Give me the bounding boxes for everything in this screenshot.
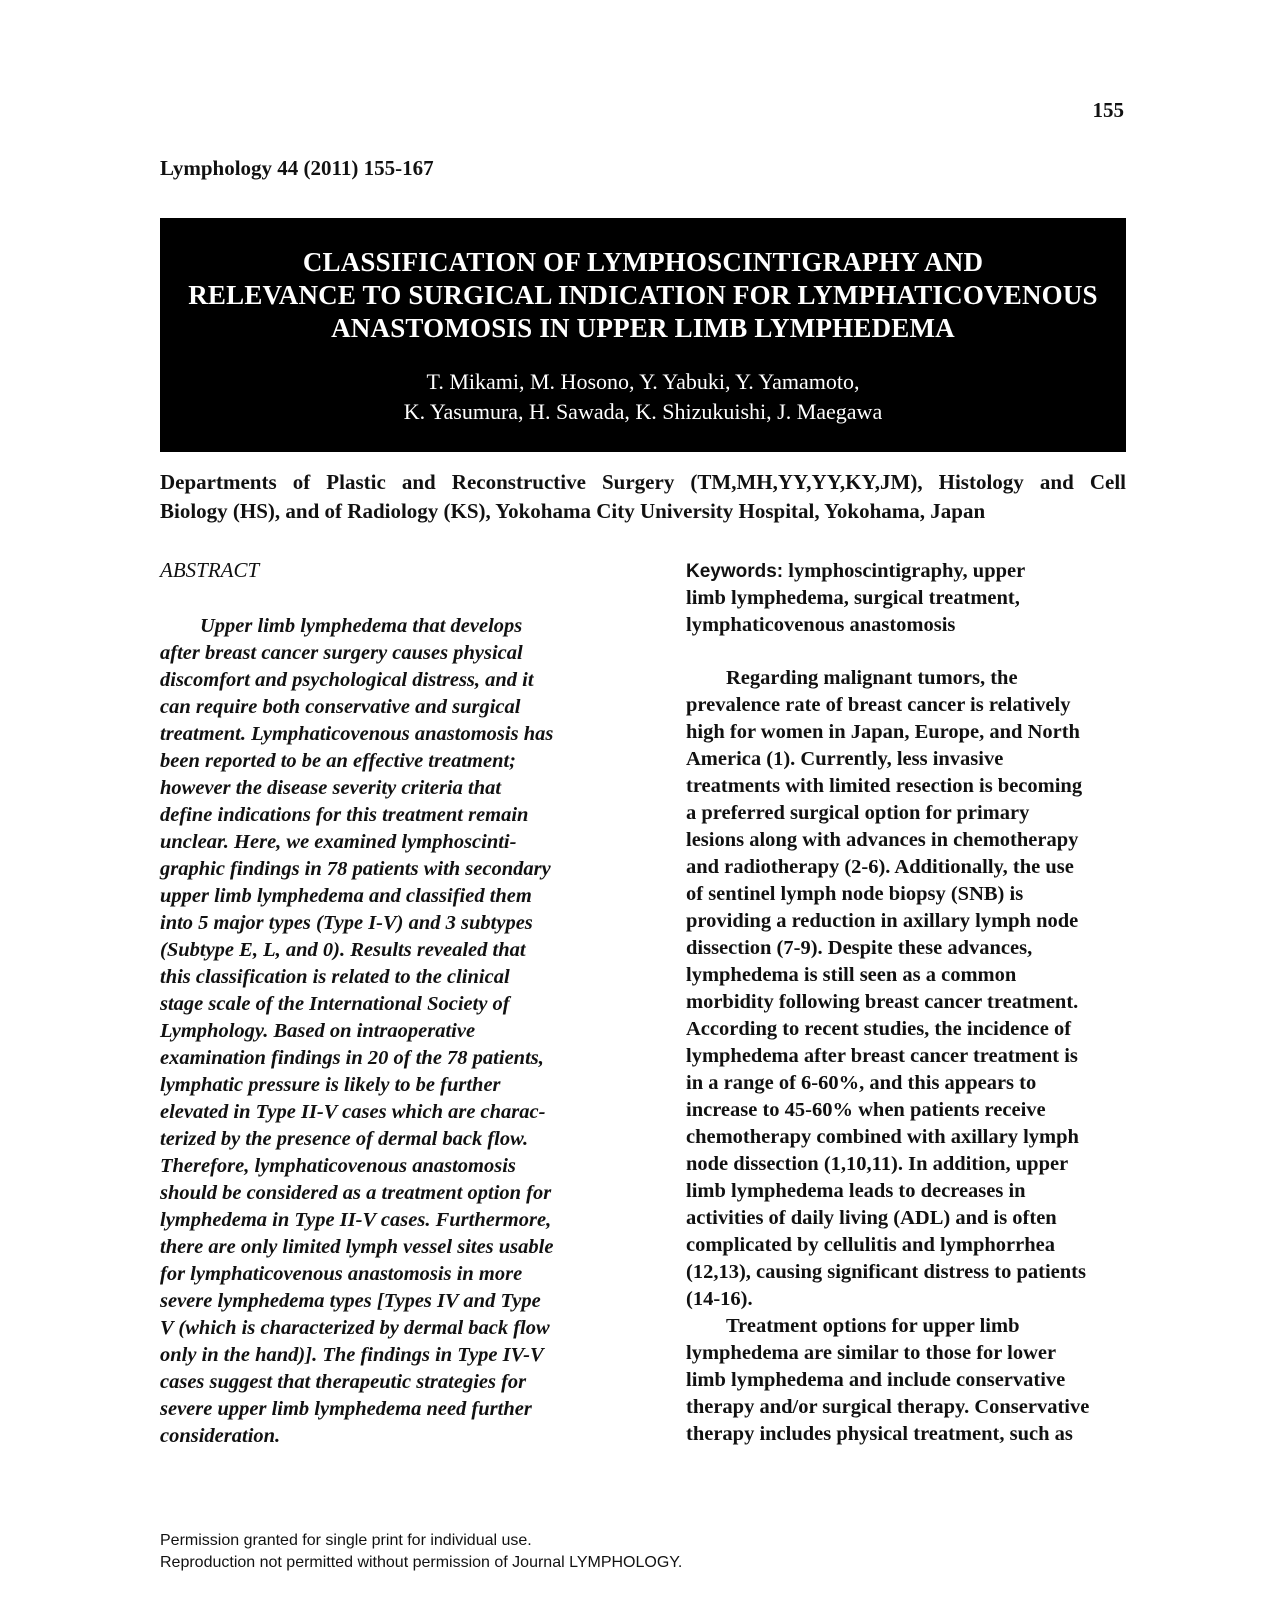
abstract-body — [160, 613, 610, 1450]
text-line: lymphedema are similar to those for lower — [686, 1342, 1057, 1364]
keywords — [686, 558, 1126, 639]
keywords-label: Keywords: — [686, 561, 784, 582]
text-line: lymphedema in Type II-V cases. Furthermore, — [160, 1209, 552, 1231]
keywords-line: limb lymphedema, surgical treatment, — [686, 587, 1020, 609]
text-line: examination findings in 20 of the 78 patients, — [160, 1047, 544, 1069]
text-line: severe upper limb lymphedema need further — [160, 1398, 532, 1420]
keywords-text: lymphoscintigraphy, upper — [783, 560, 1026, 582]
abstract-heading: ABSTRACT — [160, 558, 260, 582]
text-line: activities of daily living (ADL) and is often — [686, 1207, 1057, 1229]
text-line: define indications for this treatment remain — [160, 804, 529, 826]
text-line: morbidity following breast cancer treatment. — [686, 991, 1079, 1013]
author-line: K. Yasumura, H. Sawada, K. Shizukuishi, J. Maegawa — [403, 399, 883, 424]
text-line: for lymphaticovenous anastomosis in more — [160, 1263, 523, 1285]
text-line: (Subtype E, L, and 0). Results revealed that — [160, 939, 526, 961]
body-paragraph-1 — [686, 665, 1126, 1313]
body-paragraph-2 — [686, 1313, 1126, 1448]
text-line: providing a reduction in axillary lymph node — [686, 910, 1079, 932]
footer-line: Reproduction not permitted without permission of Journal LYMPHOLOGY. — [160, 1554, 683, 1571]
text-line: high for women in Japan, Europe, and North — [686, 721, 1080, 743]
text-line: prevalence rate of breast cancer is relatively — [686, 694, 1071, 716]
author-list — [160, 367, 1126, 427]
text-line: graphic findings in 78 patients with secondary — [160, 858, 551, 880]
text-line: unclear. Here, we examined lymphoscinti- — [160, 831, 517, 853]
affiliation-line: Biology (HS), and of Radiology (KS), Yokohama City University Hospital, Yokohama, Japan — [160, 499, 986, 523]
text-line: cases suggest that therapeutic strategies for — [160, 1371, 527, 1393]
body-column — [686, 558, 1126, 1448]
title-line: ANASTOMOSIS IN UPPER LIMB LYMPHEDEMA — [331, 313, 955, 343]
text-line: V (which is characterized by dermal back flow — [160, 1317, 550, 1339]
text-line: can require both conservative and surgical — [160, 696, 521, 718]
text-line: lymphedema after breast cancer treatment is — [686, 1045, 1078, 1067]
text-line: in a range of 6-60%, and this appears to — [686, 1072, 1037, 1094]
text-line: According to recent studies, the incidence of — [686, 1018, 1072, 1040]
text-line: Treatment options for upper limb — [726, 1315, 1020, 1337]
text-line: therapy includes physical treatment, such as — [686, 1423, 1073, 1445]
text-line: chemotherapy combined with axillary lymph — [686, 1126, 1079, 1148]
keywords-line — [686, 558, 1126, 585]
keywords-line: lymphaticovenous anastomosis — [686, 614, 956, 636]
text-line: treatment. Lymphaticovenous anastomosis has — [160, 723, 554, 745]
title-line: CLASSIFICATION OF LYMPHOSCINTIGRAPHY AND — [302, 247, 984, 277]
text-line: been reported to be an effective treatment; — [160, 750, 516, 772]
text-line: upper limb lymphedema and classified them — [160, 885, 532, 907]
text-line: and radiotherapy (2-6). Additionally, the use — [686, 856, 1074, 878]
text-line: a preferred surgical option for primary — [686, 802, 1030, 824]
text-line: only in the hand)]. The findings in Type IV-V — [160, 1344, 544, 1366]
text-line: America (1). Currently, less invasive — [686, 748, 1004, 770]
affiliation — [160, 468, 1126, 526]
text-line: elevated in Type II-V cases which are charac- — [160, 1101, 546, 1123]
text-line: (12,13), causing significant distress to patients — [686, 1261, 1086, 1283]
text-line: limb lymphedema leads to decreases in — [686, 1180, 1026, 1202]
text-line: should be considered as a treatment option for — [160, 1182, 552, 1204]
text-line: treatments with limited resection is becoming — [686, 775, 1083, 797]
text-line: Therefore, lymphaticovenous anastomosis — [160, 1155, 516, 1177]
text-line: stage scale of the International Society of — [160, 993, 510, 1015]
text-line: discomfort and psychological distress, and it — [160, 669, 534, 691]
title-line: RELEVANCE TO SURGICAL INDICATION FOR LYMPHATICOVENOUS — [188, 280, 1098, 310]
text-line: dissection (7-9). Despite these advances, — [686, 937, 1033, 959]
text-line: Regarding malignant tumors, the — [726, 667, 1018, 689]
text-line: severe lymphedema types [Types IV and Type — [160, 1290, 541, 1312]
text-line: lymphatic pressure is likely to be further — [160, 1074, 501, 1096]
author-line: T. Mikami, M. Hosono, Y. Yabuki, Y. Yamamoto, — [426, 369, 860, 394]
text-line: Upper limb lymphedema that develops — [200, 615, 523, 637]
text-line: limb lymphedema and include conservative — [686, 1369, 1066, 1391]
text-line: terized by the presence of dermal back flow. — [160, 1128, 529, 1150]
text-line: node dissection (1,10,11). In addition, upper — [686, 1153, 1069, 1175]
abstract-column — [160, 558, 610, 1450]
text-line: there are only limited lymph vessel sites usable — [160, 1236, 554, 1258]
text-line: consideration. — [160, 1425, 281, 1447]
text-line: of sentinel lymph node biopsy (SNB) is — [686, 883, 1024, 905]
footer-line: Permission granted for single print for individual use. — [160, 1532, 532, 1549]
text-line: after breast cancer surgery causes physical — [160, 642, 523, 664]
text-line: complicated by cellulitis and lymphorrhea — [686, 1234, 1055, 1256]
text-line: however the disease severity criteria that — [160, 777, 502, 799]
affiliation-line: Departments of Plastic and Reconstructive Surgery (TM,MH,YY,YY,KY,JM), Histology and Cell — [160, 470, 1126, 494]
text-line: therapy and/or surgical therapy. Conservative — [686, 1396, 1090, 1418]
text-line: increase to 45-60% when patients receive — [686, 1099, 1046, 1121]
text-line: Lymphology. Based on intraoperative — [160, 1020, 476, 1042]
text-line: into 5 major types (Type I-V) and 3 subtypes — [160, 912, 533, 934]
text-line: this classification is related to the clinical — [160, 966, 510, 988]
page-number: 155 — [1092, 98, 1124, 122]
text-line: lymphedema is still seen as a common — [686, 964, 1017, 986]
text-line: (14-16). — [686, 1288, 753, 1310]
permission-footer — [160, 1530, 682, 1574]
journal-reference: Lymphology 44 (2011) 155-167 — [160, 156, 434, 180]
text-line: lesions along with advances in chemotherapy — [686, 829, 1079, 851]
title-banner — [160, 218, 1126, 452]
